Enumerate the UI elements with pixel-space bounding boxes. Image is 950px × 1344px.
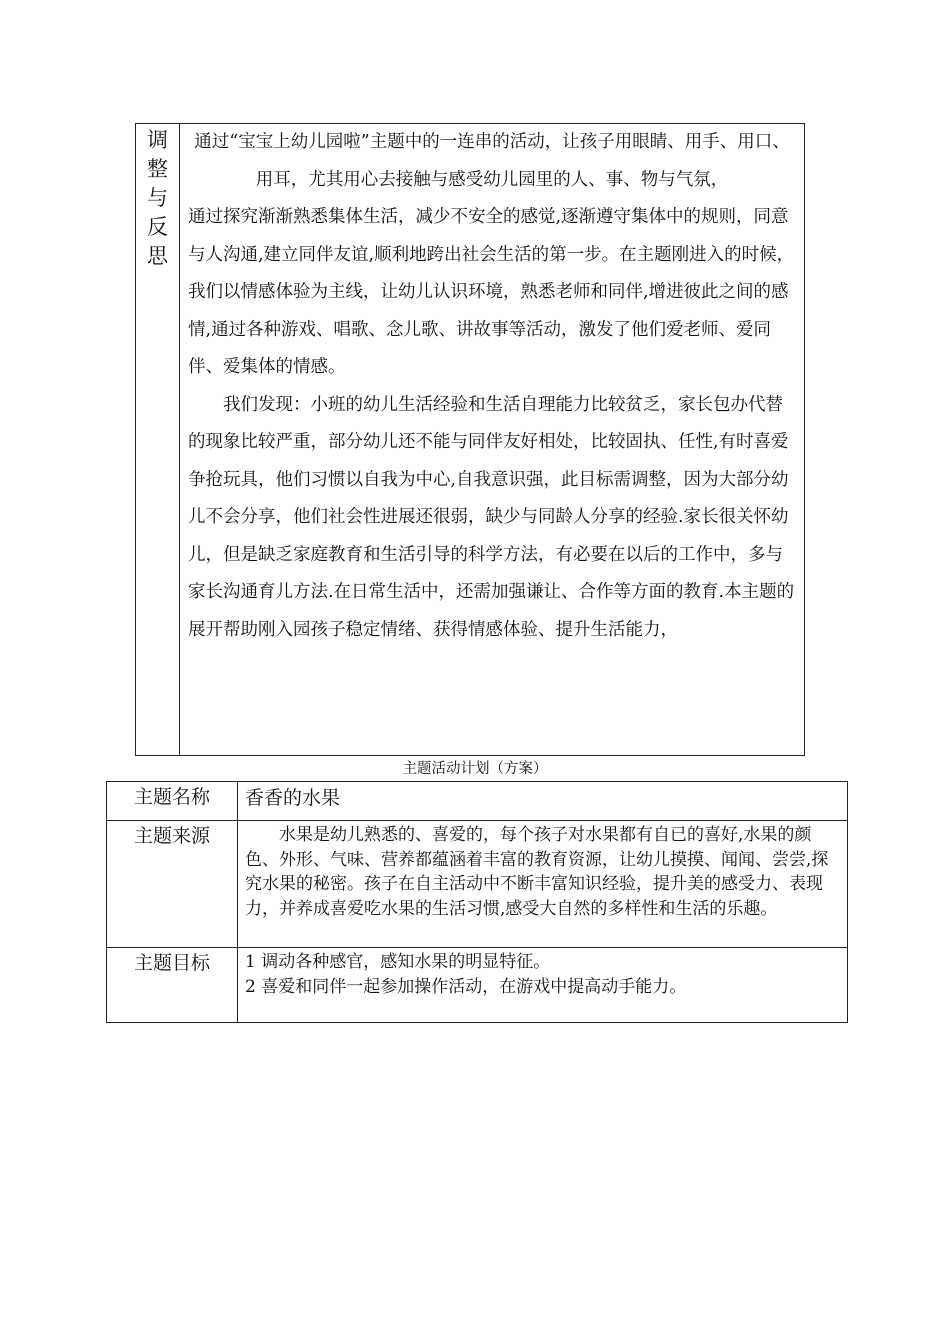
reflection-paragraph-3: 我们发现：小班的幼儿生活经验和生活自理能力比较贫乏，家长包办代替的现象比较严重，部分幼儿还不能与同伴友好相处，比较固执、任性,有时喜爱争抢玩具，他们习惯以自我为中心,自我意识强，此目标需调整，因为大部分幼儿不会分享，他们社会性进展还很弱，缺少与同龄人分享的经验.家长很关怀幼儿，但是缺乏家庭教育和生活引导的科学方法，有必要在以后的工作中，多与家长沟通育儿方法.在日常生活中，还需加强谦让、合作等方面的教育.本主题的展开帮助刚入园孩子稳定情绪、获得情感体验、提升生活能力， [188,394,795,640]
theme-goal-item: 1 调动各种感官，感知水果的明显特征。 [245,952,551,972]
reflection-table [135,123,805,756]
table-row [107,782,848,821]
reflection-paragraph-2: 通过探究渐渐熟悉集体生活，减少不安全的感觉,逐渐遵守集体中的规则，同意与人沟通,建立同伴友谊,顺利地跨出社会生活的第一步。在主题刚进入的时候，我们以情感体验为主线，让幼儿认识环境，熟悉老师和同伴,增进彼此之间的感情,通过各种游戏、唱歌、念儿歌、讲故事等活动，激发了他们爱老师、爱同伴、爱集体的情感。 [188,207,795,377]
theme-goal-item: 2 喜爱和同伴一起参加操作活动，在游戏中提高动手能力。 [245,976,687,997]
reflection-label-char: 调 [147,128,168,152]
plan-title: 主题活动计划（方案） [402,761,548,777]
reflection-label-char: 整 [147,157,168,181]
theme-name-label: 主题名称 [107,782,238,821]
reflection-label-char: 与 [147,186,168,210]
theme-goal-value [238,948,848,1023]
table-row [107,948,848,1023]
reflection-label [136,124,180,755]
theme-name-value: 香香的水果 [238,782,848,821]
reflection-label-char: 反 [147,215,168,239]
plan-table [106,781,848,1023]
reflection-body [188,124,796,649]
reflection-paragraph-1: 通过“宝宝上幼儿园啦”主题中的一连串的活动，让孩子用眼睛、用手、用口、用耳，尤其用心去接触与感受幼儿园里的人、事、物与气氛， [194,132,790,190]
table-row [107,821,848,948]
theme-goal-label: 主题目标 [107,948,238,1023]
reflection-label-char: 思 [147,244,168,268]
theme-source-label: 主题来源 [107,821,238,948]
theme-source-value: 水果是幼儿熟悉的、喜爱的，每个孩子对水果都有自已的喜好,水果的颜色、外形、气味、营养都蕴涵着丰富的教育资源，让幼儿摸摸、闻闻、尝尝,探究水果的秘密。孩子在自主活动中不断丰富知识经验，提升美的感受力、表现力，并养成喜爱吃水果的生活习惯,感受大自然的多样性和生活的乐趣。 [238,821,848,948]
